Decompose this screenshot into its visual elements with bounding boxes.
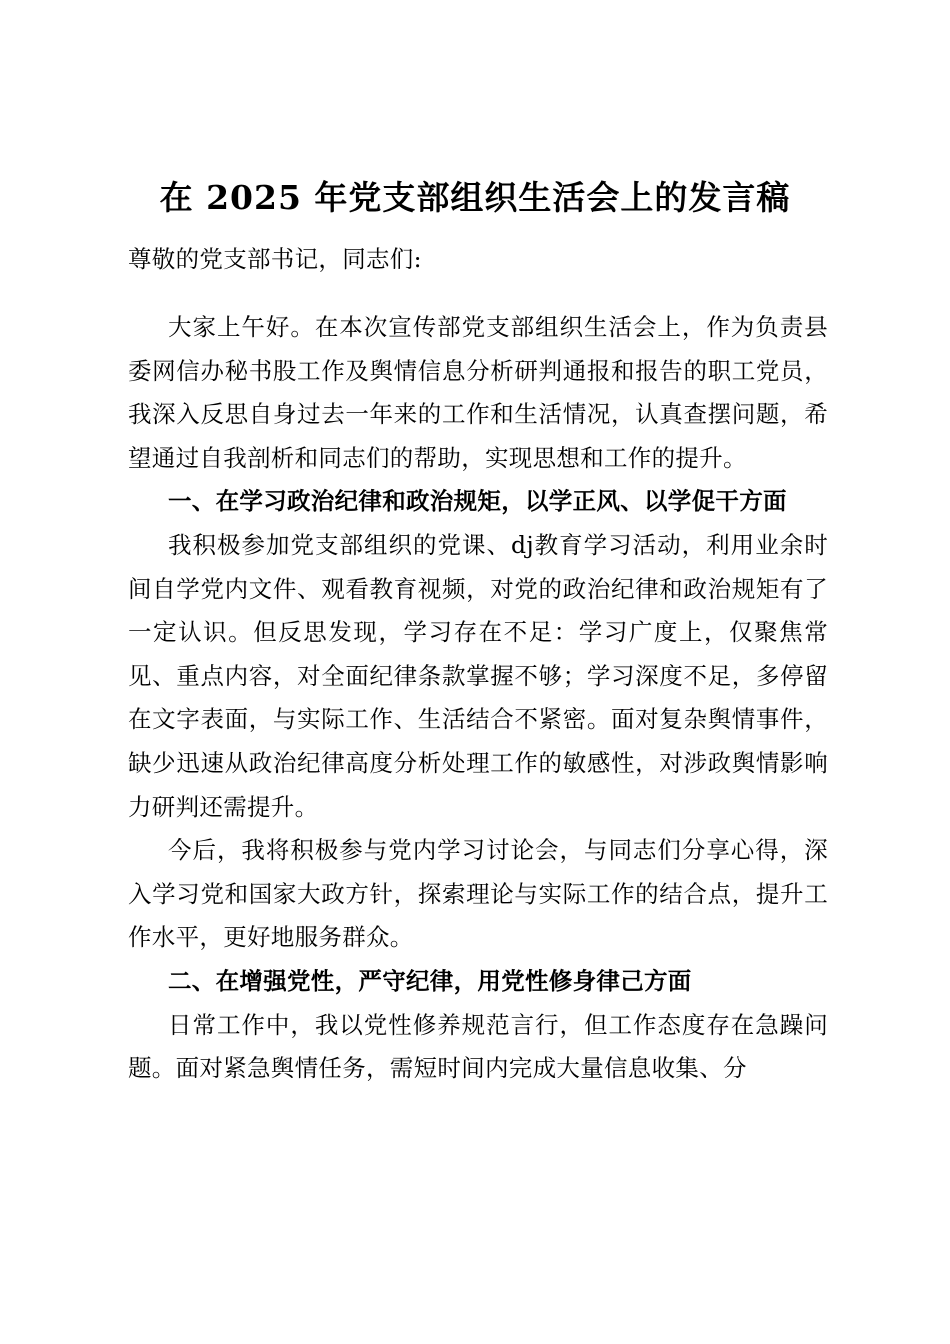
paragraph-section1-plan: 今后，我将积极参与党内学习讨论会，与同志们分享心得，深入学习党和国家大政方针，探索理论与实际工作的结合点，提升工作水平，更好地服务群众。 xyxy=(128,836,828,952)
salutation-text: 尊敬的党支部书记，同志们: xyxy=(128,245,422,273)
paragraph-section1-body: 我积极参加党支部组织的党课、dj教育学习活动，利用业余时间自学党内文件、观看教育视频，对党的政治纪律和政治规矩有了一定认识。但反思发现，学习存在不足：学习广度上，仅聚焦常见、重点内容，对全面纪律条款掌握不够；学习深度不足，多停留在文字表面，与实际工作、生活结合不紧密。面对复杂舆情事件，缺少迅速从政治纪律高度分析处理工作的敏感性，对涉政舆情影响力研判还需提升。 xyxy=(128,530,828,821)
section-heading-2: 二、在增强党性，严守纪律，用党性修身律己方面 xyxy=(168,966,692,995)
paragraph-intro: 大家上午好。在本次宣传部党支部组织生活会上，作为负责县委网信办秘书股工作及舆情信息分析研判通报和报告的职工党员，我深入反思自身过去一年来的工作和生活情况，认真查摆问题，希望通过自我剖析和同志们的帮助，实现思想和工作的提升。 xyxy=(128,313,828,472)
section-heading-1: 一、在学习政治纪律和政治规矩，以学正风、以学促干方面 xyxy=(168,487,787,516)
page-title: 在 2025 年党支部组织生活会上的发言稿 xyxy=(159,178,791,217)
paragraph-section2-body: 日常工作中，我以党性修养规范言行，但工作态度存在急躁问题。面对紧急舆情任务，需短时间内完成大量信息收集、分 xyxy=(128,1010,828,1083)
salutation xyxy=(128,238,828,282)
document-body xyxy=(128,306,828,1091)
